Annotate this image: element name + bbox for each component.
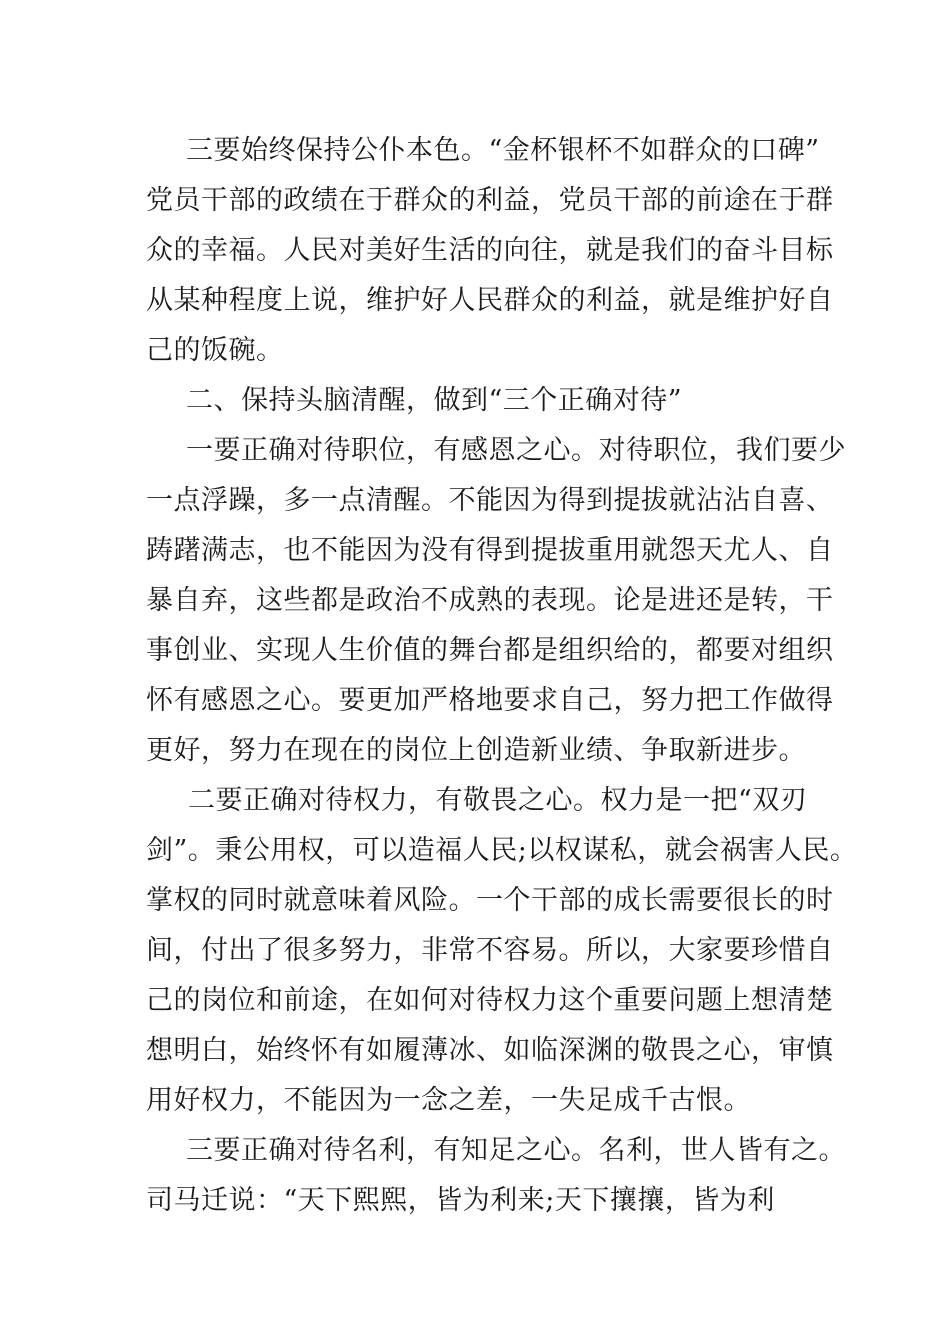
paragraph-line: 怀有感恩之心。要更加严格地要求自己，努力把工作做得 [146, 685, 834, 716]
paragraph-line: 事创业、实现人生价值的舞台都是组织给的，都要对组织 [146, 635, 834, 666]
paragraph-line: 三要始终保持公仆本色。“金杯银杯不如群众的口碑” [186, 135, 820, 166]
paragraph-line: 三要正确对待名利，有知足之心。名利，世人皆有之。 [186, 1135, 846, 1166]
paragraph-line: 暴自弃，这些都是政治不成熟的表现。论是进还是转，干 [146, 585, 834, 616]
paragraph-line: 更好，努力在现在的岗位上创造新业绩、争取新进步。 [146, 735, 806, 766]
paragraph-line: 剑”。秉公用权，可以造福人民;以权谋私，就会祸害人民。 [146, 835, 858, 866]
paragraph-line: 党员干部的政绩在于群众的利益，党员干部的前途在于群 [146, 185, 834, 216]
paragraph-line: 一要正确对待职位，有感恩之心。对待职位，我们要少 [186, 435, 846, 466]
paragraph-line: 掌权的同时就意味着风险。一个干部的成长需要很长的时 [146, 885, 834, 916]
section-heading: 二、保持头脑清醒，做到“三个正确对待” [186, 385, 683, 416]
paragraph-line: 用好权力，不能因为一念之差，一失足成千古恨。 [146, 1085, 751, 1116]
paragraph-line: 从某种程度上说，维护好人民群众的利益，就是维护好自 [146, 285, 834, 316]
paragraph-line: 想明白，始终怀有如履薄冰、如临深渊的敬畏之心，审慎 [146, 1035, 834, 1066]
paragraph-line: 众的幸福。人民对美好生活的向往，就是我们的奋斗目标 [146, 235, 834, 266]
paragraph-line: 己的岗位和前途，在如何对待权力这个重要问题上想清楚 [146, 985, 834, 1016]
paragraph-line: 间，付出了很多努力，非常不容易。所以，大家要珍惜自 [146, 935, 834, 966]
paragraph-line: 踌躇满志，也不能因为没有得到提拔重用就怨天尤人、自 [146, 535, 834, 566]
paragraph-line: 二要正确对待权力，有敬畏之心。权力是一把“双刃 [188, 785, 808, 816]
paragraph-line: 己的饭碗。 [146, 335, 284, 366]
paragraph-line: 司马迁说：“天下熙熙，皆为利来;天下攘攘，皆为利 [146, 1185, 775, 1216]
paragraph-line: 一点浮躁，多一点清醒。不能因为得到提拔就沾沾自喜、 [146, 485, 834, 516]
